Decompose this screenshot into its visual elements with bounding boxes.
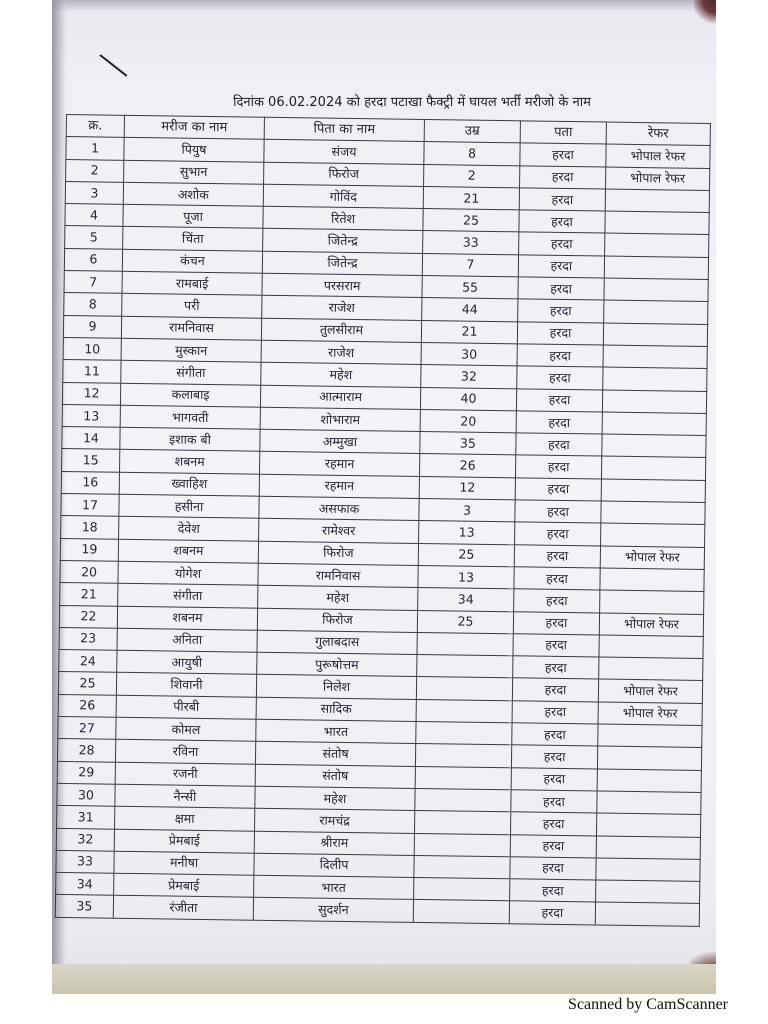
cell-patient-name: अशोक bbox=[123, 182, 263, 206]
cell-address: हरदा bbox=[517, 344, 603, 367]
cell-father-name: गोविंद bbox=[263, 184, 423, 209]
cell-address: हरदा bbox=[513, 611, 599, 634]
cell-father-name: महेश bbox=[261, 363, 421, 388]
cell-refer: भोपाल रेफर bbox=[606, 144, 710, 168]
cell-father-name: भारत bbox=[254, 875, 414, 900]
cell-refer bbox=[599, 657, 703, 681]
cell-patient-name: पूजा bbox=[123, 204, 263, 228]
cell-refer bbox=[605, 234, 709, 258]
cell-serial: 18 bbox=[61, 516, 119, 539]
cell-serial: 17 bbox=[61, 494, 119, 517]
cell-patient-name: संगीता bbox=[118, 584, 258, 608]
cell-father-name: शोभाराम bbox=[260, 407, 420, 432]
cell-patient-name: सुभान bbox=[124, 160, 264, 184]
cell-address: हरदा bbox=[510, 857, 596, 880]
cell-father-name: भारत bbox=[256, 719, 416, 744]
cell-father-name: संजय bbox=[264, 140, 424, 165]
cell-patient-name: रामबाई bbox=[122, 271, 262, 295]
cell-serial: 12 bbox=[62, 382, 120, 405]
cell-refer bbox=[596, 835, 700, 859]
cell-father-name: श्रीराम bbox=[254, 831, 414, 856]
patients-table bbox=[55, 114, 711, 927]
cell-address: हरदा bbox=[514, 589, 600, 612]
cell-father-name: संतोष bbox=[255, 742, 415, 767]
cell-father-name: रामनिवास bbox=[258, 563, 418, 588]
cell-patient-name: रंजीता bbox=[113, 896, 253, 920]
cell-age bbox=[414, 878, 510, 902]
cell-age: 35 bbox=[420, 432, 516, 456]
cell-patient-name: परी bbox=[122, 294, 262, 318]
cell-serial: 35 bbox=[55, 895, 113, 918]
cell-father-name: जितेन्द्र bbox=[262, 251, 422, 276]
cell-patient-name: मनीषा bbox=[114, 851, 254, 875]
cell-address: हरदा bbox=[511, 767, 597, 790]
cell-patient-name: शबनम bbox=[117, 606, 257, 630]
cell-address: हरदा bbox=[510, 834, 596, 857]
cell-age bbox=[416, 721, 512, 745]
page-corner-shadow bbox=[694, 0, 716, 24]
cell-refer: भोपाल रेफर bbox=[599, 613, 703, 637]
cell-age: 21 bbox=[423, 186, 519, 210]
cell-patient-name: शबनम bbox=[118, 539, 258, 563]
cell-address: हरदा bbox=[512, 701, 598, 724]
cell-age: 13 bbox=[418, 565, 514, 589]
cell-address: हरदा bbox=[515, 478, 601, 501]
cell-refer bbox=[600, 590, 704, 614]
cell-address: हरदा bbox=[513, 634, 599, 657]
cell-serial: 6 bbox=[64, 248, 122, 271]
cell-refer bbox=[596, 813, 700, 837]
cell-serial: 7 bbox=[64, 271, 122, 294]
cell-age: 13 bbox=[419, 521, 515, 545]
cell-refer bbox=[602, 434, 706, 458]
cell-age bbox=[415, 788, 511, 812]
cell-serial: 26 bbox=[58, 694, 116, 717]
cell-refer bbox=[603, 323, 707, 347]
cell-refer bbox=[601, 501, 705, 525]
cell-patient-name: रामनिवास bbox=[121, 316, 261, 340]
cell-refer bbox=[595, 902, 699, 926]
cell-age: 3 bbox=[419, 499, 515, 523]
cell-serial: 25 bbox=[58, 672, 116, 695]
cell-address: हरदा bbox=[517, 366, 603, 389]
cell-age: 32 bbox=[421, 365, 517, 389]
cell-father-name: गुलाबदास bbox=[257, 630, 417, 655]
cell-serial: 22 bbox=[59, 605, 117, 628]
cell-serial: 29 bbox=[57, 761, 115, 784]
cell-age bbox=[414, 833, 510, 857]
cell-serial: 9 bbox=[63, 315, 121, 338]
cell-father-name: फिरोज bbox=[264, 162, 424, 187]
cell-age: 34 bbox=[418, 588, 514, 612]
cell-address: हरदा bbox=[512, 678, 598, 701]
cell-refer bbox=[596, 880, 700, 904]
cell-age: 8 bbox=[424, 142, 520, 166]
cell-patient-name: संगीता bbox=[121, 361, 261, 385]
cell-father-name: तुलसीराम bbox=[261, 318, 421, 343]
header-serial: क्र. bbox=[66, 115, 124, 138]
header-refer: रेफर bbox=[606, 122, 710, 146]
cell-refer bbox=[604, 256, 708, 280]
cell-age: 25 bbox=[417, 610, 513, 634]
cell-serial: 11 bbox=[63, 360, 121, 383]
cell-address: हरदा bbox=[515, 455, 601, 478]
cell-patient-name: आयुषी bbox=[117, 650, 257, 674]
cell-refer bbox=[602, 412, 706, 436]
cell-age bbox=[415, 766, 511, 790]
cell-address: हरदा bbox=[512, 723, 598, 746]
cell-age bbox=[414, 811, 510, 835]
cell-patient-name: योगेश bbox=[118, 561, 258, 585]
cell-father-name: रहमान bbox=[259, 474, 419, 499]
cell-age bbox=[417, 655, 513, 679]
cell-serial: 15 bbox=[62, 449, 120, 472]
cell-age: 21 bbox=[421, 320, 517, 344]
cell-father-name: राजेश bbox=[261, 340, 421, 365]
cell-serial: 21 bbox=[60, 583, 118, 606]
cell-refer bbox=[597, 746, 701, 770]
cell-serial: 10 bbox=[63, 337, 121, 360]
cell-refer bbox=[605, 189, 709, 213]
cell-serial: 24 bbox=[59, 650, 117, 673]
cell-patient-name: प्रेमबाई bbox=[114, 873, 254, 897]
cell-father-name: फिरोज bbox=[258, 541, 418, 566]
cell-address: हरदा bbox=[511, 745, 597, 768]
cell-serial: 20 bbox=[60, 560, 118, 583]
cell-age: 2 bbox=[424, 164, 520, 188]
cell-serial: 28 bbox=[57, 739, 115, 762]
cell-age: 20 bbox=[420, 409, 516, 433]
cell-age: 44 bbox=[422, 298, 518, 322]
cell-age bbox=[414, 855, 510, 879]
cell-refer bbox=[601, 456, 705, 480]
cell-age bbox=[416, 699, 512, 723]
cell-age: 33 bbox=[423, 231, 519, 255]
cell-patient-name: अनिता bbox=[117, 628, 257, 652]
cell-serial: 19 bbox=[60, 538, 118, 561]
cell-address: हरदा bbox=[518, 255, 604, 278]
cell-serial: 32 bbox=[56, 828, 114, 851]
cell-refer: भोपाल रेफर bbox=[598, 702, 702, 726]
cell-patient-name: पियुष bbox=[124, 138, 264, 162]
cell-patient-name: ख्वाहिश bbox=[119, 472, 259, 496]
cell-age: 26 bbox=[419, 454, 515, 478]
cell-address: हरदा bbox=[518, 277, 604, 300]
cell-patient-name: मुस्कान bbox=[121, 338, 261, 362]
cell-address: हरदा bbox=[520, 143, 606, 166]
cell-father-name: सुदर्शन bbox=[253, 898, 413, 923]
cell-refer bbox=[603, 345, 707, 369]
cell-age bbox=[416, 677, 512, 701]
cell-father-name: रितेश bbox=[263, 206, 423, 231]
cell-father-name: जितेन्द्र bbox=[263, 229, 423, 254]
cell-serial: 27 bbox=[58, 716, 116, 739]
document-title: दिनांक 06.02.2024 को हरदा पटाखा फैक्ट्री में घायल भर्ती मरीजो के नाम bbox=[233, 95, 591, 110]
cell-serial: 13 bbox=[62, 404, 120, 427]
cell-father-name: रहमान bbox=[259, 452, 419, 477]
cell-father-name: सादिक bbox=[256, 697, 416, 722]
cell-patient-name: चिंता bbox=[123, 227, 263, 251]
cell-patient-name: शबनम bbox=[120, 450, 260, 474]
cell-serial: 34 bbox=[56, 873, 114, 896]
cell-father-name: दिलीप bbox=[254, 853, 414, 878]
cell-age: 25 bbox=[418, 543, 514, 567]
cell-refer bbox=[599, 635, 703, 659]
cell-age: 12 bbox=[419, 476, 515, 500]
cell-age bbox=[415, 744, 511, 768]
cell-father-name: परसराम bbox=[262, 273, 422, 298]
cell-serial: 5 bbox=[65, 226, 123, 249]
cell-serial: 2 bbox=[66, 159, 124, 182]
cell-patient-name: पीरबी bbox=[116, 695, 256, 719]
cell-refer bbox=[597, 791, 701, 815]
cell-father-name: आत्माराम bbox=[260, 385, 420, 410]
cell-father-name: रामचंद्र bbox=[255, 808, 415, 833]
cell-address: हरदा bbox=[510, 879, 596, 902]
cell-father-name: महेश bbox=[255, 786, 415, 811]
scanned-page bbox=[52, 0, 716, 994]
cell-refer: भोपाल रेफर bbox=[600, 546, 704, 570]
cell-serial: 3 bbox=[65, 181, 123, 204]
cell-address: हरदा bbox=[511, 790, 597, 813]
cell-age: 7 bbox=[422, 253, 518, 277]
cell-father-name: राजेश bbox=[262, 296, 422, 321]
cell-address: हरदा bbox=[515, 500, 601, 523]
cell-address: हरदा bbox=[519, 188, 605, 211]
header-address: पता bbox=[520, 121, 606, 144]
cell-serial: 16 bbox=[61, 471, 119, 494]
cell-address: हरदा bbox=[518, 299, 604, 322]
cell-serial: 1 bbox=[66, 137, 124, 160]
header-age: उम्र bbox=[424, 120, 520, 144]
cell-patient-name: रजनी bbox=[115, 762, 255, 786]
cell-father-name: पुरूषोत्तम bbox=[257, 652, 417, 677]
cell-age bbox=[417, 632, 513, 656]
cell-address: हरदा bbox=[516, 411, 602, 434]
cell-patient-name: प्रेमबाई bbox=[114, 829, 254, 853]
cell-patient-name: कोमल bbox=[116, 717, 256, 741]
cell-father-name: असफाक bbox=[259, 496, 419, 521]
header-patient-name: मरीज का नाम bbox=[124, 115, 264, 139]
cell-address: हरदा bbox=[517, 321, 603, 344]
cell-patient-name: देवेश bbox=[119, 517, 259, 541]
cell-serial: 30 bbox=[57, 783, 115, 806]
cell-refer bbox=[604, 278, 708, 302]
cell-refer bbox=[601, 523, 705, 547]
cell-refer bbox=[600, 568, 704, 592]
cell-patient-name: रविना bbox=[115, 740, 255, 764]
cell-serial: 33 bbox=[56, 850, 114, 873]
cell-address: हरदा bbox=[514, 544, 600, 567]
cell-address: हरदा bbox=[516, 388, 602, 411]
cell-address: हरदा bbox=[520, 165, 606, 188]
cell-refer bbox=[597, 769, 701, 793]
cell-age: 40 bbox=[420, 387, 516, 411]
cell-refer bbox=[604, 300, 708, 324]
cell-patient-name: क्षमा bbox=[115, 806, 255, 830]
cell-serial: 23 bbox=[59, 627, 117, 650]
page-top-shadow bbox=[52, 0, 716, 12]
cell-patient-name: कंचन bbox=[122, 249, 262, 273]
cell-address: हरदा bbox=[509, 901, 595, 924]
cell-serial: 8 bbox=[64, 293, 122, 316]
cell-refer bbox=[605, 211, 709, 235]
cell-father-name: फिरोज bbox=[257, 608, 417, 633]
cell-refer: भोपाल रेफर bbox=[606, 167, 710, 191]
cell-address: हरदा bbox=[515, 522, 601, 545]
cell-patient-name: इशाक बी bbox=[120, 427, 260, 451]
cell-father-name: निलेश bbox=[256, 675, 416, 700]
cell-father-name: रामेश्वर bbox=[259, 519, 419, 544]
scanner-footer: Scanned by CamScanner bbox=[568, 996, 728, 1013]
table-body bbox=[55, 137, 710, 926]
cell-father-name: संतोष bbox=[255, 764, 415, 789]
page-bottom-strip bbox=[52, 964, 716, 994]
cell-patient-name: नैन्सी bbox=[115, 784, 255, 808]
cell-address: हरदा bbox=[513, 656, 599, 679]
cell-refer bbox=[596, 858, 700, 882]
cell-refer bbox=[602, 390, 706, 414]
cell-age bbox=[413, 900, 509, 924]
cell-address: हरदा bbox=[514, 567, 600, 590]
cell-father-name: अम्मुखा bbox=[260, 429, 420, 454]
header-father-name: पिता का नाम bbox=[264, 117, 424, 142]
cell-patient-name: हसीना bbox=[119, 494, 259, 518]
cell-age: 55 bbox=[422, 276, 518, 300]
cell-refer: भोपाल रेफर bbox=[598, 679, 702, 703]
cell-age: 25 bbox=[423, 209, 519, 233]
cell-patient-name: शिवानी bbox=[116, 673, 256, 697]
pen-mark bbox=[99, 54, 127, 77]
cell-serial: 14 bbox=[62, 427, 120, 450]
cell-address: हरदा bbox=[519, 210, 605, 233]
cell-serial: 31 bbox=[57, 806, 115, 829]
cell-address: हरदा bbox=[519, 232, 605, 255]
cell-address: हरदा bbox=[516, 433, 602, 456]
cell-refer bbox=[603, 367, 707, 391]
cell-refer bbox=[598, 724, 702, 748]
cell-age: 30 bbox=[421, 342, 517, 366]
cell-address: हरदा bbox=[510, 812, 596, 835]
cell-serial: 4 bbox=[65, 204, 123, 227]
cell-patient-name: कलाबाइ bbox=[120, 383, 260, 407]
cell-patient-name: भागवती bbox=[120, 405, 260, 429]
cell-refer bbox=[601, 479, 705, 503]
cell-father-name: महेश bbox=[258, 585, 418, 610]
